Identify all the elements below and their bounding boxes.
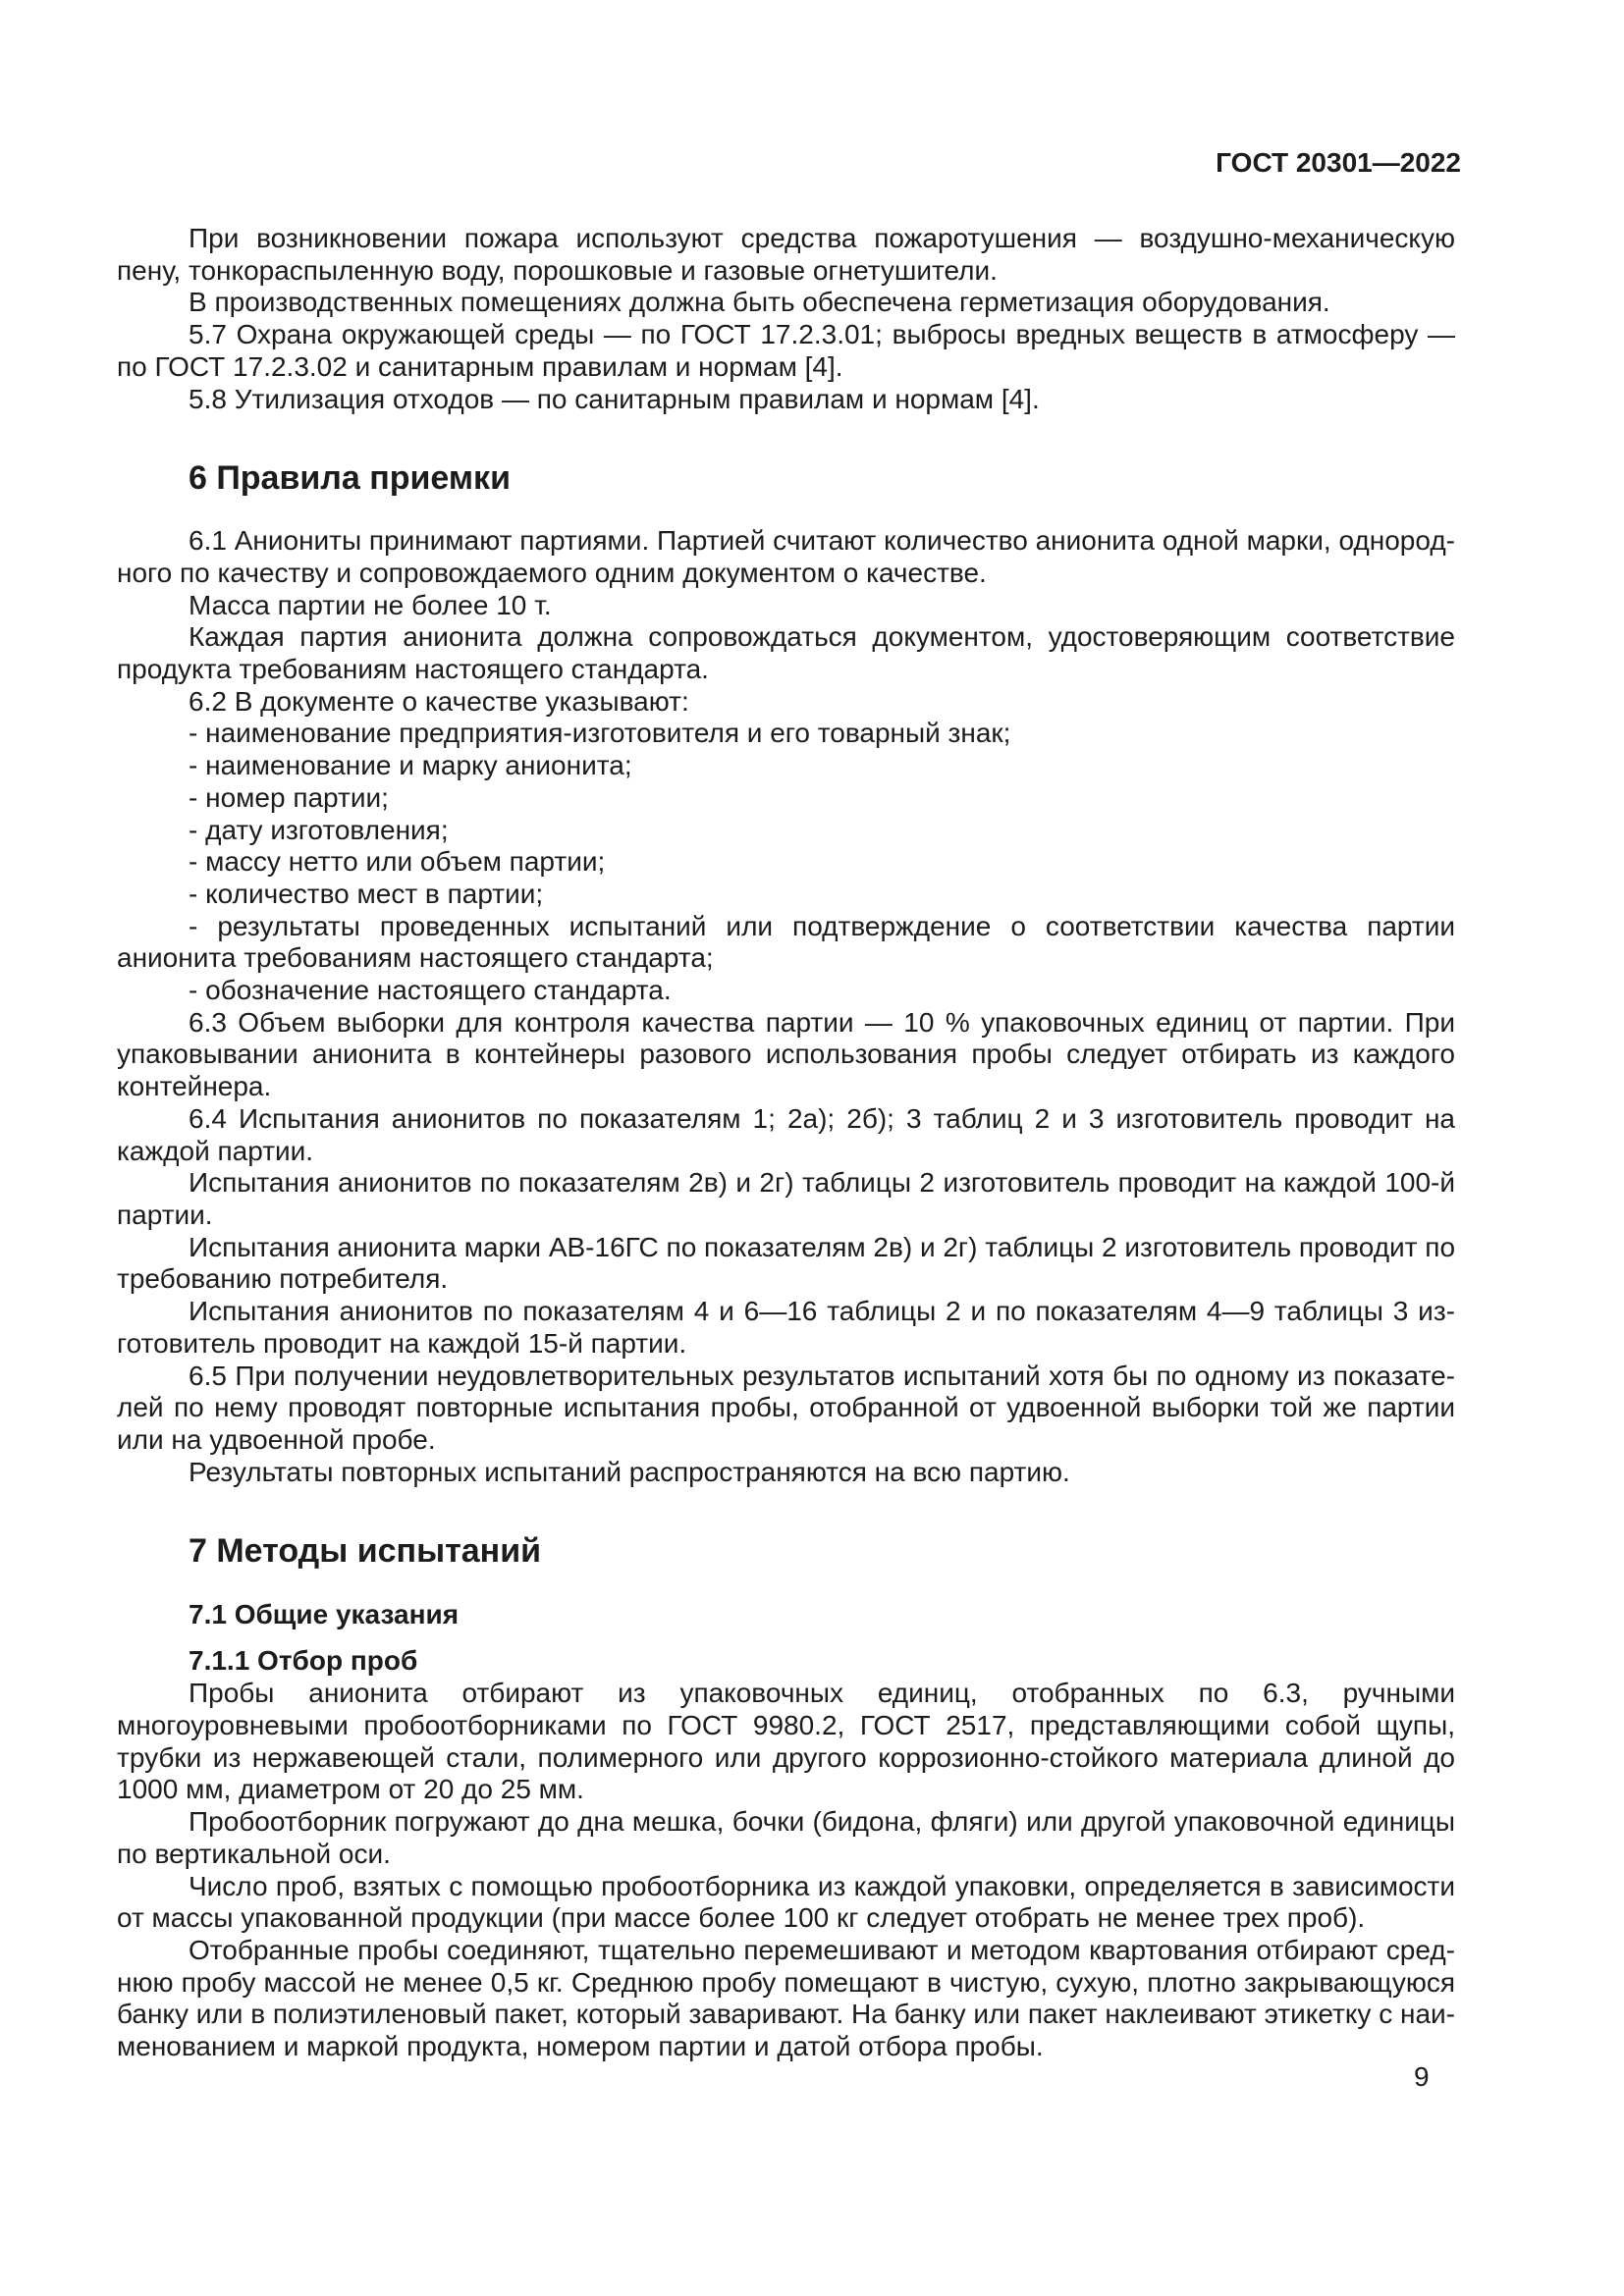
- paragraph: Отобранные пробы соединяют, тщательно перемешивают и методом квартования отбирают среднюю пробу массой не менее 0,5 кг. Среднюю пробу помещают в чистую, сухую, плотно закрывающуюся банку или в полиэтиленовый пакет, который заваривают. На банку или пакет наклеивают этикетку с наименованием и маркой продукта, номером партии и датой отбора пробы.: [117, 1934, 1455, 2062]
- paragraph: 6.2 В документе о качестве указывают:: [189, 685, 689, 717]
- paragraph: Испытания анионитов по показателям 2в) и 2г) таблицы 2 изготовитель проводит на каждой 100-й партии.: [117, 1167, 1455, 1230]
- paragraph: Число проб, взятых с помощью пробоотборника из каждой упаковки, определяется в зависимости от массы упакованной продукции (при массе более 100 кг следует отобрать не менее трех проб).: [117, 1870, 1455, 1934]
- subsection-heading-7-1-1: 7.1.1 Отбор проб: [189, 1645, 418, 1677]
- paragraph: 5.7 Охрана окружающей среды — по ГОСТ 17.2.3.01; выбросы вредных веществ в атмосферу — по ГОСТ 17.2.3.02 и санитарным правилам и нормам [4].: [117, 319, 1455, 382]
- paragraph: Масса партии не более 10 т.: [189, 589, 552, 620]
- subsection-heading-7-1: 7.1 Общие указания: [189, 1599, 460, 1630]
- paragraph: 6.5 При получении неудовлетворительных результатов испытаний хотя бы по одному из показателей по нему проводят повторные испытания пробы, отобранной от удвоенной выборки той же партии или на удвоенной пробе.: [117, 1360, 1455, 1455]
- standard-code-header: ГОСТ 20301—2022: [1216, 147, 1461, 178]
- list-item: - массу нетто или объем партии;: [189, 846, 606, 878]
- paragraph: Испытания анионитов по показателям 4 и 6—16 таблицы 2 и по показателям 4—9 таблицы 3 изготовитель проводит на каждой 15-й партии.: [117, 1296, 1455, 1359]
- paragraph: Пробы анионита отбирают из упаковочных единиц, отобранных по 6.3, ручными многоуровневыми пробоотборниками по ГОСТ 9980.2, ГОСТ 2517, представляющими собой щупы, трубки из нержавеющей стали, полимерного или другого коррозионно-стойкого материала длиной до 1000 мм, диаметром от 20 до 25 мм.: [117, 1678, 1455, 1805]
- paragraph: 5.8 Утилизация отходов — по санитарным правилам и нормам [4].: [189, 383, 1040, 414]
- list-item: - результаты проведенных испытаний или подтверждение о соответствии качества партии анионита требованиям настоящего стандарта;: [117, 910, 1455, 974]
- section-heading-6: 6 Правила приемки: [189, 459, 511, 498]
- list-item: - номер партии;: [189, 781, 389, 813]
- document-content: [117, 223, 1455, 2063]
- page-number: 9: [1414, 2061, 1430, 2092]
- list-item: - количество мест в партии;: [189, 878, 544, 909]
- list-item: - наименование и марку анионита;: [189, 750, 632, 781]
- paragraph: 6.4 Испытания анионитов по показателям 1; 2а); 2б); 3 таблиц 2 и 3 изготовитель проводит на каждой партии.: [117, 1102, 1455, 1166]
- paragraph: В производственных помещениях должна быть обеспечена герметизация оборудования.: [189, 287, 1330, 318]
- paragraph: Испытания анионита марки АВ-16ГС по показателям 2в) и 2г) таблицы 2 изготовитель проводит по требованию потребителя.: [117, 1231, 1456, 1295]
- list-item: - дату изготовления;: [189, 814, 449, 845]
- paragraph: При возникновении пожара используют средства пожаротушения — воздушно-механическую пену, тонкораспыленную воду, порошковые и газовые огнетушители.: [117, 223, 1455, 286]
- paragraph: 6.1 Аниониты принимают партиями. Партией считают количество анионита одной марки, однородного по качеству и сопровождаемого одним документом о качестве.: [117, 525, 1455, 588]
- paragraph: Пробоотборник погружают до дна мешка, бочки (бидона, фляги) или другой упаковочной единицы по вертикальной оси.: [117, 1806, 1455, 1869]
- paragraph: Результаты повторных испытаний распространяются на всю партию.: [189, 1456, 1070, 1487]
- section-heading-7: 7 Методы испытаний: [189, 1532, 542, 1571]
- paragraph: Каждая партия анионита должна сопровождаться документом, удостоверяющим соответствие продукта требованиям настоящего стандарта.: [117, 621, 1455, 685]
- paragraph: 6.3 Объем выборки для контроля качества партии — 10 % упаковочных единиц от партии. При упаковывании анионита в контейнеры разового использования пробы следует отбирать из каждого контейнера.: [117, 1006, 1455, 1102]
- list-item: - обозначение настоящего стандарта.: [189, 975, 672, 1006]
- list-item: - наименование предприятия-изготовителя и его товарный знак;: [189, 718, 1011, 749]
